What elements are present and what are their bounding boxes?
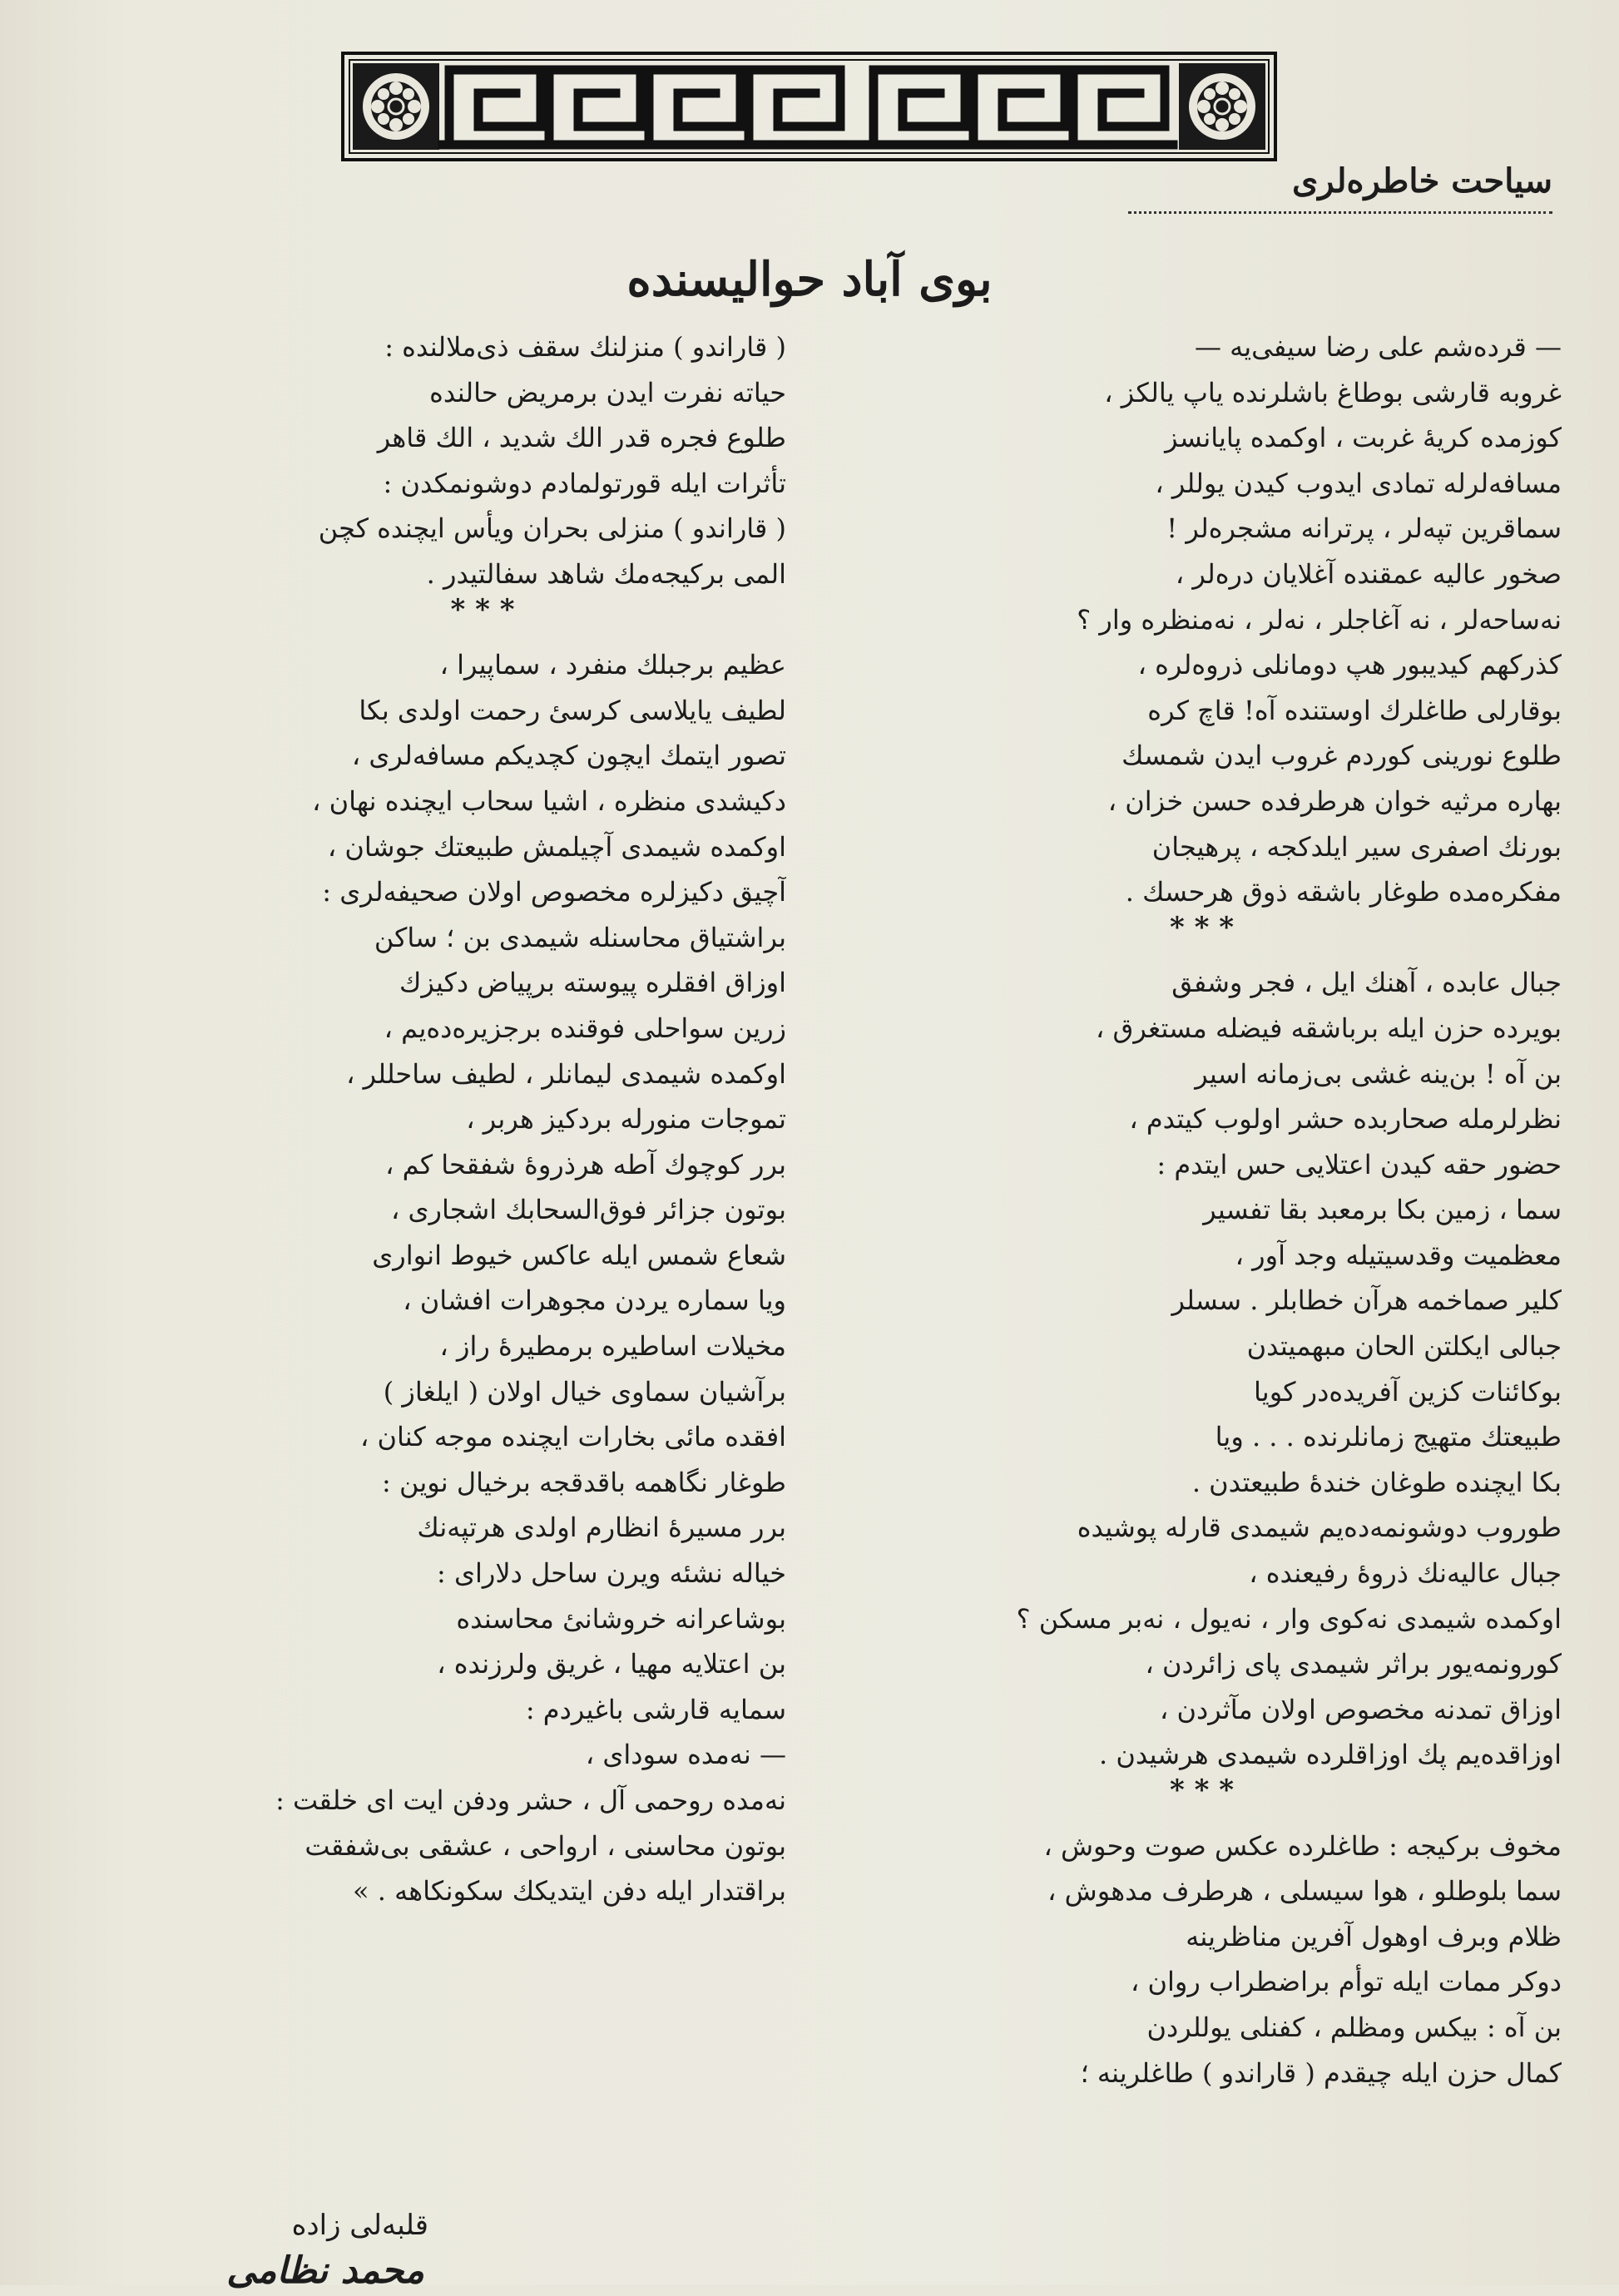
- poem-line: بوشاعرانه خروشانیٔ محاسنده: [456, 1602, 786, 1635]
- poem-line: بوتون محاسنی ، ارواحی ، عشقی بی‌شفقت: [304, 1829, 786, 1862]
- poem-line: طلوع نورینی کوردم غروب ایدن شمسك: [1121, 740, 1562, 772]
- poem-line: برآشیان سماوی خیال اولان ( ایلغاز ): [383, 1375, 786, 1408]
- stanza-separator: * * *: [450, 592, 515, 626]
- poem-line: حیاته نفرت ایدن برمریض حالنده: [429, 376, 786, 408]
- poem-line: جبالی ایکلتن الحان مبهمیتدن: [1246, 1330, 1562, 1363]
- poem-line: طوروب دوشونمه‌دەیم شیمدی قارله پوشیده: [1077, 1512, 1562, 1544]
- poem-column-right: [842, 324, 1562, 2096]
- poem-line: حضور حقه کیدن اعتلایی حس ایتدم :: [1156, 1148, 1562, 1180]
- poem-line: براشتیاق محاسنله شیمدی بن ؛ ساکن: [374, 921, 786, 953]
- poem-line: کورونمه‌یور براثر شیمدی پای زائردن ،: [1145, 1648, 1562, 1680]
- poem-line: سماقرین تپه‌لر ، پرترانه مشجره‌لر !: [1166, 512, 1562, 545]
- poem-line: بن آه ! بن‌ینه غشی بی‌زمانه اسیر: [1195, 1057, 1562, 1090]
- poem-line: بن اعتلایه مهیا ، غریق ولرزنده ،: [437, 1648, 786, 1680]
- poem-line: اوکمده شیمدی آچیلمش طبیعتك جوشان ،: [327, 830, 786, 863]
- poem-line: اوکمده شیمدی لیمانلر ، لطیف ساحللر ،: [346, 1057, 786, 1090]
- poem-line: بوتون جزائر فوق‌السحابك اشجاری ،: [390, 1194, 786, 1226]
- poem-column-left: [179, 324, 786, 1914]
- stanza-separator: * * *: [1169, 1774, 1234, 1807]
- poem-line: سما ، زمین بکا برمعبد بقا تفسیر: [1203, 1194, 1562, 1226]
- poem-line: کلیر صماخمه هرآن خطابلر . سسلر: [1171, 1284, 1562, 1317]
- poem-line: شعاع شمس ایله عاکس خیوط انواری: [372, 1239, 786, 1271]
- poem-line: ویا سماره یردن مجوهرات افشان ،: [403, 1284, 786, 1317]
- poem-line: طبیعتك متهیج زمانلرنده . . . ویا: [1215, 1421, 1562, 1453]
- poem-line: مفکره‌مده طوغار باشقه ذوق هرحسك .: [1125, 876, 1562, 908]
- section-title-underline: [1128, 211, 1552, 214]
- greek-key-ornament: [341, 52, 1277, 161]
- poem-line: نه‌ساحه‌لر ، نه آغاجلر ، نه‌لر ، نه‌منظره وار ؟: [1077, 603, 1562, 636]
- poem-line: — نه‌مده سودای ،: [585, 1739, 786, 1771]
- poem-line: اوزاق تمدنه مخصوص اولان مآثردن ،: [1159, 1693, 1562, 1725]
- poem-line: طوغار نگاهمه باقدقجه برخیال نوین :: [382, 1466, 786, 1498]
- poem-line: بورنك اصفری سیر ایلدکجه ، پرهیجان: [1151, 830, 1562, 863]
- poem-line: بوکائنات کزین آفریده‌در کویا: [1254, 1375, 1562, 1408]
- poem-line: نظرلرمله صحاربده حشر اولوب کیتدم ،: [1129, 1103, 1562, 1136]
- poem-line: دوکر ممات ایله توأم براضطراب روان ،: [1131, 1966, 1562, 1998]
- poem-line: آچیق دکیزلره مخصوص اولان صحیفه‌لری :: [322, 876, 786, 908]
- poem-line: سما بلوطلو ، هوا سیسلی ، هرطرف مدهوش ،: [1047, 1875, 1562, 1908]
- poem-line: افقده مائی بخارات ایچنده موجه کنان ،: [360, 1421, 786, 1453]
- poem-line: سمایه قارشی باغیردم :: [525, 1693, 786, 1725]
- author-origin: قلبه‌لی زاده: [291, 2209, 428, 2242]
- poem-line: اوزاق افقلره پیوسته برپیاض دکیزك: [399, 967, 786, 999]
- poem-line: کذرکهم کیدیبور هپ دومانلی ذروه‌لره ،: [1137, 649, 1562, 681]
- poem-line: بویرده حزن ایله برباشقه فیضله مستغرق ،: [1096, 1012, 1562, 1044]
- poem-line: ( قاراندو ) منزلی بحران ویأس ایچنده کچن: [318, 512, 786, 545]
- poem-line: طلوع فجره قدر الك شدید ، الك قاهر: [377, 422, 786, 454]
- poem-line: دکیشدی منظره ، اشیا سحاب ایچنده نهان ،: [312, 784, 786, 817]
- poem-line: لطیف یایلاسی کرسیٔ رحمت اولدی بکا: [359, 694, 786, 726]
- rosette-left-icon: [353, 63, 439, 150]
- poem-line: جبال عابده ، آهنك ایل ، فجر وشفق: [1171, 967, 1562, 999]
- poem-line: مسافه‌لرله تمادی ایدوب کیدن یوللر ،: [1155, 467, 1562, 499]
- poem-line: جبال عالیه‌نك ذروهٔ رفیعنده ،: [1249, 1557, 1562, 1590]
- poem-line: معظمیت وقدسیتیله وجد آور ،: [1235, 1239, 1562, 1271]
- meander-band-icon: [443, 70, 1173, 145]
- poem-line: براقتدار ایله دفن ایتدیکك سکونکاهه . »: [353, 1875, 786, 1908]
- poem-line: کوزمده کریهٔ غربت ، اوکمده پایانسز: [1165, 422, 1562, 454]
- poem-line: زرین سواحلی فوقنده برجزیره‌ده‌یم ،: [384, 1012, 786, 1044]
- poem-line: صخور عالیه عمقنده آغلایان دره‌لر ،: [1175, 557, 1562, 590]
- poem-line: اوزاقده‌یم پك اوزاقلرده شیمدی هرشیدن .: [1098, 1739, 1562, 1771]
- poem-line: بن آه : بیکس ومظلم ، کفنلی یوللردن: [1146, 2011, 1562, 2043]
- poem-line: — قرده‌شم علی رضا سیفی‌یه —: [1194, 331, 1562, 363]
- poem-line: ظلام وبرف اوهول آفرین مناظرینه: [1186, 1920, 1562, 1952]
- poem-line: عظیم برجبلك منفرد ، سماپیرا ،: [439, 649, 786, 681]
- poem-line: تصور ایتمك ایچون کچدیکم مسافه‌لری ،: [351, 740, 786, 772]
- poem-line: تموجات منورله بردکیز هربر ،: [466, 1103, 786, 1136]
- article-title: بوی آباد حوالیسنده: [626, 252, 993, 307]
- section-title: سیاحت خاطره‌لری: [1291, 161, 1552, 200]
- poem-line: بکا ایچنده طوغان خندهٔ طبیعتدن .: [1191, 1466, 1562, 1498]
- poem-line: تأثرات ایله قورتولمادم دوشونمکدن :: [383, 467, 786, 499]
- poem-line: بوقارلی طاغلرك اوستنده آه! قاچ کره: [1147, 694, 1562, 726]
- rosette-right-icon: [1179, 63, 1265, 150]
- author-signature: محمد نظامی: [226, 2249, 424, 2292]
- stanza-separator: * * *: [1169, 910, 1234, 944]
- poem-line: ( قاراندو ) منزلنك سقف ذی‌ملالنده :: [384, 331, 786, 363]
- poem-line: کمال حزن ایله چیقدم ( قاراندو ) طاغلرینه ؛: [1080, 2056, 1562, 2089]
- poem-line: مخیلات اساطیره برمطیرهٔ راز ،: [439, 1330, 786, 1363]
- poem-line: مخوف برکیجه : طاغلرده عکس صوت وحوش ،: [1043, 1829, 1562, 1862]
- poem-line: اوکمده شیمدی نه‌کوی وار ، نه‌یول ، نه‌بر مسکن ؟: [1016, 1602, 1562, 1635]
- poem-line: برر مسیرهٔ انظارم اولدی هرتپه‌نك: [417, 1512, 786, 1544]
- poem-line: نه‌مده روحمی آل ، حشر ودفن ایت ای خلقت :: [275, 1784, 786, 1816]
- poem-line: برر کوچوك آطه هرذروهٔ شفقحا کم ،: [385, 1148, 786, 1180]
- poem-line: بهاره مرثیه خوان هرطرفده حسن خزان ،: [1107, 784, 1562, 817]
- poem-line: غروبه قارشی بوطاغ باشلرنده یاپ یالکز ،: [1104, 376, 1562, 408]
- poem-line: خیاله نشئه ویرن ساحل دلارای :: [437, 1557, 786, 1590]
- poem-line: المی برکیجه‌مك شاهد سفالتیدر .: [426, 557, 786, 590]
